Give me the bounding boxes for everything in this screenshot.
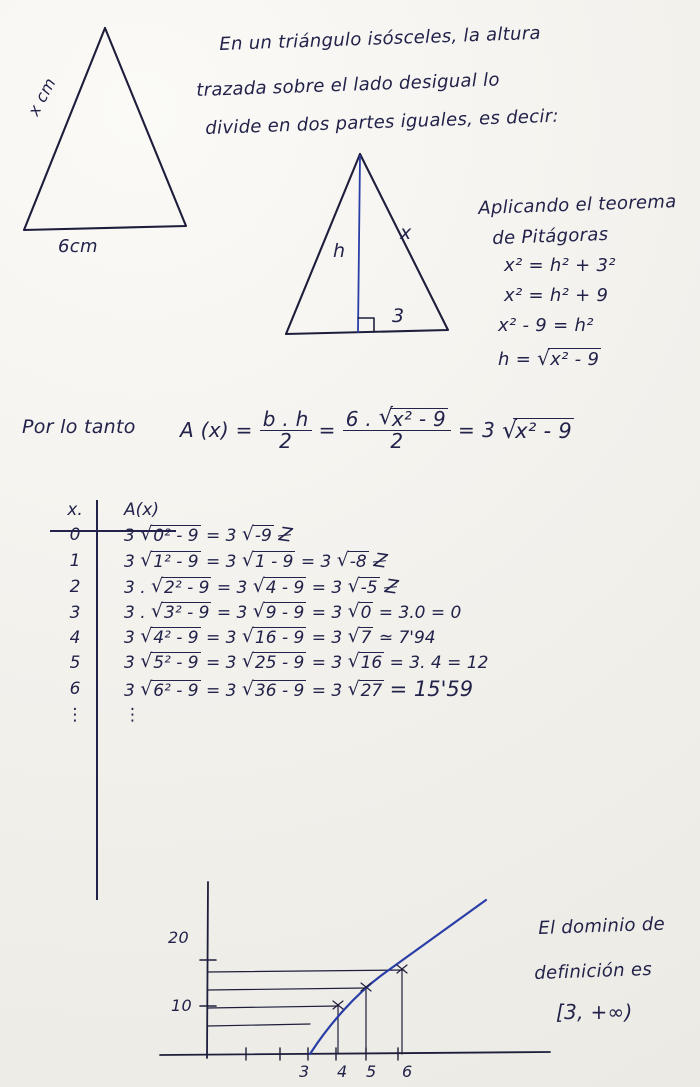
- area-frac2-denominator: 2: [343, 430, 451, 452]
- expr-result: = 15'59: [389, 677, 474, 701]
- table-row: [48, 548, 494, 574]
- table-cell-x: 2: [69, 577, 81, 597]
- triangle-right-halfbase-label: 3: [392, 305, 405, 327]
- pythagoras-step-1: [504, 255, 616, 276]
- expr-radical: [140, 525, 200, 546]
- area-function-name: A (x) =: [180, 418, 253, 442]
- expr-radicand: 9 - 9: [265, 603, 305, 623]
- figure-triangle-right: [270, 148, 460, 348]
- expr-radicand: 1 - 9: [254, 552, 294, 572]
- pythagoras-step-3-rhs: h²: [574, 315, 594, 336]
- table-header-x: x.: [67, 500, 83, 520]
- expr-result: ≃ 7'94: [378, 628, 436, 648]
- table-cell-x: 1: [69, 551, 81, 571]
- area-frac2-numerator: [343, 408, 451, 430]
- expr-radical: [348, 602, 374, 623]
- area-frac2-coefficient: 6 .: [345, 407, 373, 431]
- expr-part: = 3: [311, 578, 343, 598]
- table-cell-x: 4: [69, 627, 81, 648]
- area-prefix: Por lo tanto: [22, 416, 136, 438]
- expr-radical: [253, 577, 307, 598]
- pythagoras-step-2-rhs: h² + 9: [549, 285, 609, 306]
- area-result-coefficient: 3: [482, 418, 496, 442]
- expr-part: = 3: [206, 628, 237, 648]
- table-cell-expression: [110, 600, 494, 625]
- expr-radicand: 7: [360, 628, 372, 648]
- area-equals-1: =: [318, 418, 336, 442]
- statement-line-3: divide en dos partes iguales, es decir:: [205, 105, 560, 139]
- area-frac1-denominator: 2: [260, 430, 312, 452]
- expr-radicand: 16 - 9: [254, 628, 305, 648]
- expr-part: = 3: [216, 603, 248, 623]
- table-row: [48, 650, 494, 675]
- expr-part: 3 .: [124, 578, 146, 598]
- expr-part: 3: [124, 552, 135, 572]
- expr-radical: [253, 602, 307, 623]
- graph-plot: [150, 878, 570, 1083]
- pythagoras-step-3: [498, 315, 594, 336]
- table-row: [48, 600, 494, 625]
- expr-part: = 3: [311, 628, 343, 648]
- graph-y-tick-20: 20: [168, 928, 189, 947]
- table-cell-expression: [110, 548, 494, 574]
- area-result-radicand: x² - 9: [515, 418, 573, 443]
- expr-radicand: 1² - 9: [153, 552, 199, 572]
- expr-radicand: 3² - 9: [164, 603, 210, 623]
- table-cell-expression: [110, 522, 494, 548]
- expr-part: = 3: [206, 681, 237, 701]
- expr-radicand: 6² - 9: [153, 681, 199, 701]
- expr-radicand: 0² - 9: [153, 526, 199, 546]
- pythagoras-step-1-rhs: h² + 3²: [549, 255, 616, 276]
- pythagoras-step-4-radical: [537, 348, 601, 370]
- pythagoras-step-4-lhs: h =: [498, 349, 532, 370]
- expr-radical: [348, 652, 385, 673]
- expr-part: = 3: [206, 526, 237, 546]
- area-frac1-numerator: b . h: [262, 406, 309, 431]
- expr-part: 3: [124, 526, 135, 546]
- expr-part: 3: [124, 628, 135, 648]
- triangle-right-height-label: h: [333, 240, 346, 262]
- area-result-radical: [502, 418, 574, 443]
- expr-part: = 3: [311, 603, 343, 623]
- graph-x-tick-6: 6: [402, 1062, 413, 1081]
- conclusion-line-1: El dominio de: [538, 913, 666, 939]
- table-row: [48, 522, 494, 548]
- expr-result: = 3.0 = 0: [378, 603, 462, 623]
- triangle-left-side-label: x cm: [24, 74, 60, 119]
- expr-radicand: 27: [360, 681, 383, 701]
- pythagoras-step-4: [498, 348, 601, 370]
- graph-x-tick-4: 4: [337, 1062, 348, 1081]
- expr-part: = 3: [216, 578, 248, 598]
- table-cell-x: 6: [69, 679, 81, 699]
- values-table: [48, 498, 494, 727]
- area-fraction-bh-2: [260, 406, 312, 453]
- expr-radical: [140, 627, 200, 648]
- expr-radical: [151, 602, 211, 623]
- expr-part: 3 .: [124, 603, 146, 623]
- table-ellipsis-x: ⋮: [66, 705, 84, 725]
- table-ellipsis-fx: ⋮: [124, 705, 141, 725]
- pythagoras-heading-2: de Pitágoras: [492, 223, 609, 249]
- expr-radical: [151, 577, 211, 598]
- expr-radical: [140, 551, 200, 572]
- invalid-mark: Z: [383, 575, 400, 599]
- expr-part: = 3: [311, 653, 343, 673]
- invalid-mark: Z: [277, 523, 294, 547]
- graph-y-tick-10: 10: [171, 996, 192, 1015]
- statement-line-1: En un triángulo isósceles, la altura: [219, 22, 542, 55]
- table-header-fx: A(x): [124, 500, 159, 520]
- conclusion-line-2: definición es: [534, 958, 653, 984]
- area-equals-2: =: [458, 418, 476, 442]
- pythagoras-step-3-lhs: x² - 9 =: [498, 315, 569, 336]
- triangle-left-base-label: 6cm: [58, 236, 98, 257]
- table-header-row: [48, 498, 494, 522]
- expr-radicand: 36 - 9: [254, 681, 305, 701]
- expr-radical: [242, 680, 306, 701]
- expr-radical: [140, 652, 200, 673]
- expr-part: 3: [124, 653, 135, 673]
- table-cell-x: 0: [69, 525, 81, 545]
- pythagoras-step-2-lhs: x² =: [504, 285, 544, 306]
- expr-radicand: 4 - 9: [265, 578, 305, 598]
- expr-radicand: 0: [360, 603, 372, 623]
- expr-part: = 3: [311, 681, 343, 701]
- expr-radical: [242, 525, 274, 546]
- graph-x-tick-5: 5: [366, 1062, 377, 1081]
- table-row-ellipsis: [48, 703, 494, 727]
- expr-radicand: -9: [254, 526, 272, 546]
- pythagoras-step-4-radicand: x² - 9: [550, 349, 600, 370]
- conclusion-domain: [3, +∞): [556, 1000, 633, 1024]
- expr-radicand: 2² - 9: [164, 578, 210, 598]
- expr-part: = 3: [206, 653, 237, 673]
- area-fraction-6root-2: [343, 408, 451, 452]
- expr-radical: [337, 551, 369, 572]
- expr-radicand: 5² - 9: [153, 653, 199, 673]
- expr-part: = 3: [300, 552, 332, 572]
- expr-radical: [348, 577, 380, 598]
- expr-radical: [348, 680, 385, 701]
- table-cell-expression: [110, 675, 494, 703]
- area-frac2-radical: [379, 408, 448, 430]
- pythagoras-step-1-lhs: x² =: [504, 255, 544, 276]
- pythagoras-step-2: [504, 285, 608, 306]
- table-row: [48, 675, 494, 703]
- statement-line-2: trazada sobre el lado desigual lo: [196, 69, 501, 101]
- expr-radicand: 25 - 9: [254, 653, 305, 673]
- expr-radical: [140, 680, 200, 701]
- expr-result: = 3. 4 = 12: [389, 653, 489, 673]
- expr-radical: [348, 627, 374, 648]
- table-cell-expression: [110, 574, 494, 600]
- table-cell-x: 3: [69, 602, 81, 623]
- expr-radicand: -8: [349, 552, 367, 572]
- expr-radical: [242, 652, 306, 673]
- table-cell-x: 5: [69, 652, 81, 673]
- area-frac2-radicand: x² - 9: [391, 407, 447, 431]
- table-cell-expression: [110, 625, 494, 650]
- expr-radical: [242, 551, 296, 572]
- table-row: [48, 625, 494, 650]
- expr-radicand: 4² - 9: [153, 628, 199, 648]
- figure-triangle-left: [10, 14, 220, 244]
- table-row: [48, 574, 494, 600]
- pythagoras-heading-1: Aplicando el teorema: [478, 191, 677, 219]
- triangle-right-side-label: x: [400, 222, 412, 244]
- expr-part: 3: [124, 681, 135, 701]
- expr-part: = 3: [206, 552, 237, 572]
- expr-radicand: 16: [360, 653, 383, 673]
- expr-radical: [242, 627, 306, 648]
- graph-x-tick-3: 3: [299, 1062, 310, 1081]
- table-cell-expression: [110, 650, 494, 675]
- expr-radicand: -5: [360, 578, 378, 598]
- area-formula: [180, 408, 574, 452]
- invalid-mark: Z: [372, 549, 389, 573]
